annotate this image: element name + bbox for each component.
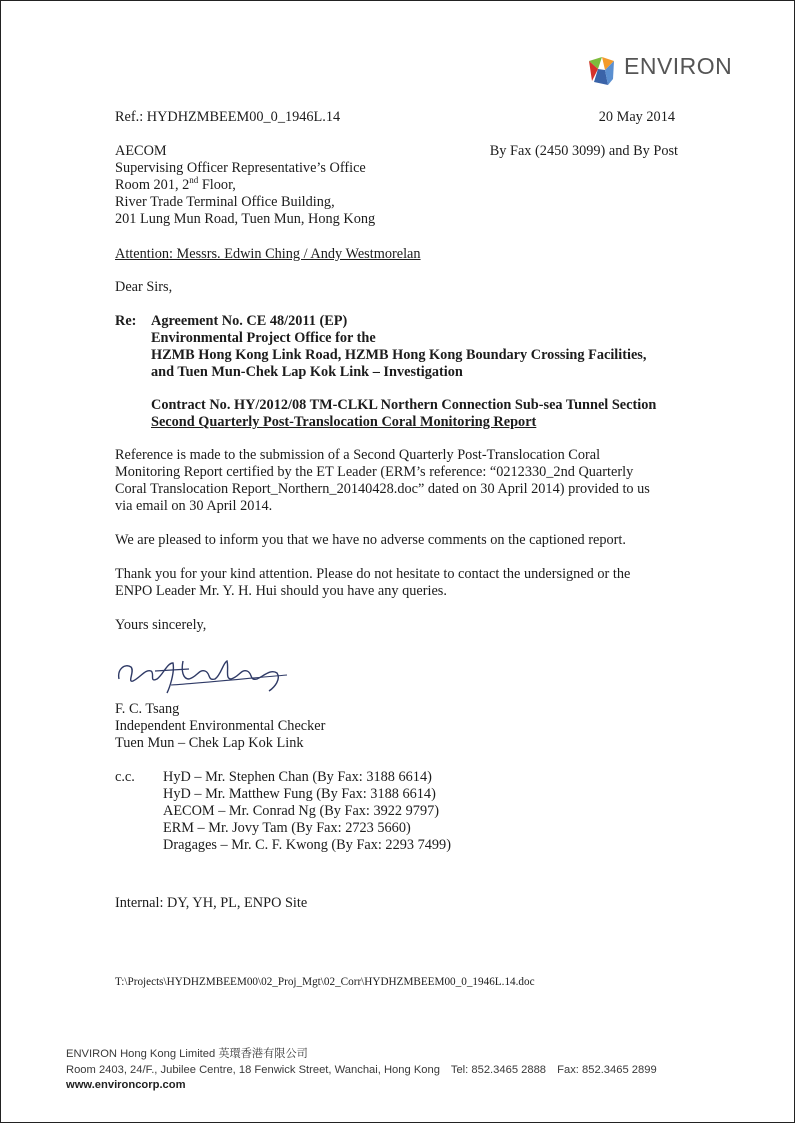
recipient-line-1: Supervising Officer Representative’s Office [115, 160, 366, 176]
handwritten-signature [111, 649, 291, 695]
letter-date: 20 May 2014 [598, 109, 675, 125]
signatory-name: F. C. Tsang [115, 701, 180, 717]
footer-tel: Tel: 852.3465 2888 [450, 1063, 547, 1076]
re-project-line-1: Environmental Project Office for the [151, 330, 376, 346]
footer-fax: Fax: 852.3465 2899 [557, 1063, 657, 1076]
cc-label: c.c. [115, 769, 135, 785]
salutation: Dear Sirs, [115, 279, 173, 295]
re-subject [151, 313, 646, 381]
body-paragraph-3: Thank you for your kind attention. Please do not hesitate to contact the undersigned or the ENPO Leader Mr. Y. H. Hui should you have any queries. [115, 566, 631, 599]
signatory-project: Tuen Mun – Chek Lap Kok Link [115, 735, 304, 751]
signatory-title: Independent Environmental Checker [115, 718, 326, 734]
cc-item: ERM – Mr. Jovy Tam (By Fax: 2723 5660) [163, 820, 411, 836]
environ-logo-icon [586, 55, 620, 87]
environ-logo [586, 55, 736, 87]
reference-number: Ref.: HYDHZMBEEM00_0_1946L.14 [115, 109, 341, 125]
attention-line: Attention: Messrs. Edwin Ching / Andy Westmorelan [115, 246, 421, 262]
internal-distribution: Internal: DY, YH, PL, ENPO Site [115, 895, 308, 911]
closing: Yours sincerely, [115, 617, 207, 633]
re-project-line-3: and Tuen Mun-Chek Lap Kok Link – Investigation [151, 364, 463, 380]
footer-contact [66, 1063, 657, 1079]
re-project-line-2: HZMB Hong Kong Link Road, HZMB Hong Kong Boundary Crossing Facilities, [151, 347, 647, 363]
cc-item: HyD – Mr. Matthew Fung (By Fax: 3188 6614) [163, 786, 436, 802]
re-contract-block [151, 397, 656, 431]
signatory-block [115, 701, 325, 752]
cc-list [163, 769, 451, 854]
re-agreement: Agreement No. CE 48/2011 (EP) [151, 313, 348, 329]
file-path: T:\Projects\HYDHZMBEEM00\02_Proj_Mgt\02_Corr\HYDHZMBEEM00_0_1946L.14.doc [115, 976, 535, 988]
footer-company: ENVIRON Hong Kong Limited 英環香港有限公司 [66, 1048, 308, 1060]
logo-wordmark: ENVIRON [624, 53, 733, 79]
recipient-line-3: River Trade Terminal Office Building, [115, 194, 335, 210]
cc-item: HyD – Mr. Stephen Chan (By Fax: 3188 6614) [163, 769, 432, 785]
re-label: Re: [115, 313, 137, 329]
re-contract: Contract No. HY/2012/08 TM-CLKL Northern Connection Sub-sea Tunnel Section [151, 397, 657, 413]
recipient-line-2: Room 201, 2nd Floor, [115, 175, 236, 193]
recipient-block [115, 143, 375, 228]
body-paragraph-1: Reference is made to the submission of a Second Quarterly Post-Translocation Coral Monitoring Report certified by the ET Leader (ERM’s reference: “0212330_2nd Quarterly Coral Translocation Report_Northern_20140428.doc” dated on 30 April 2014) provided to us via email on 30 April 2014. [115, 447, 650, 514]
cc-item: AECOM – Mr. Conrad Ng (By Fax: 3922 9797) [163, 803, 440, 819]
re-report-title: Second Quarterly Post-Translocation Coral Monitoring Report [151, 414, 537, 430]
company-footer [66, 1047, 657, 1094]
delivery-method: By Fax (2450 3099) and By Post [489, 143, 678, 159]
recipient-org: AECOM [115, 143, 167, 159]
recipient-line-4: 201 Lung Mun Road, Tuen Mun, Hong Kong [115, 211, 376, 227]
footer-website[interactable]: www.environcorp.com [66, 1079, 186, 1091]
footer-address: Room 2403, 24/F., Jubilee Centre, 18 Fenwick Street, Wanchai, Hong Kong [66, 1063, 440, 1076]
cc-item: Dragages – Mr. C. F. Kwong (By Fax: 2293 7499) [163, 837, 451, 853]
body-paragraph-2: We are pleased to inform you that we have no adverse comments on the captioned report. [115, 532, 626, 548]
